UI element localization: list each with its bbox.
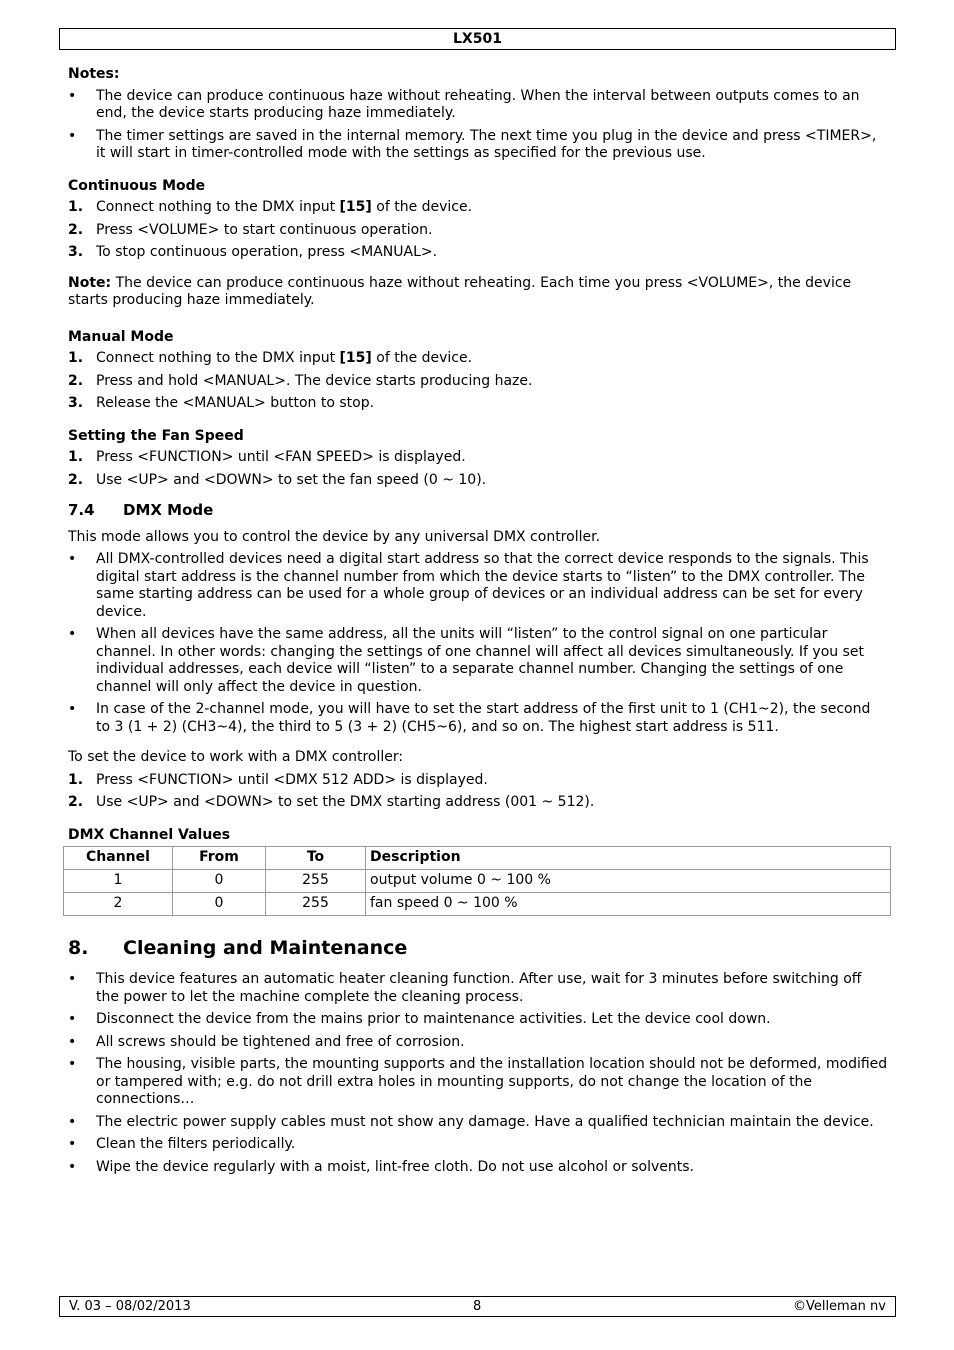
dmx-setup-intro: To set the device to work with a DMX controller: (68, 749, 404, 765)
dmx-channel-values-heading: DMX Channel Values (68, 826, 231, 843)
list-item: 1. Press <FUNCTION> until <DMX 512 ADD> is displayed. (68, 771, 488, 788)
list-item: 2. Use <UP> and <DOWN> to set the fan speed (0 ~ 10). (68, 471, 487, 488)
table-cell: 0 (173, 870, 266, 893)
page-number: 8 (473, 1299, 482, 1314)
list-item: • In case of the 2-channel mode, you will have to set the start address of the first unit to 1 (CH1~2), the second to 3 (1 + 2) (CH3~4), the third to 5 (3 + 2) (CH5~6), and so on. The highest start address is 511. (68, 701, 888, 736)
list-item: • All DMX-controlled devices need a digital start address so that the correct device responds to the signals. This digital start address is the channel number from which the device starts to “listen” to the DMX controller. The same starting address can be used for a whole group of devices or an individual address can be set for every device. (68, 551, 888, 621)
manual-steps (68, 350, 888, 413)
input-reference: [15] (339, 350, 372, 366)
list-item: • The timer settings are saved in the internal memory. The next time you plug in the device and press <TIMER>, it will start in timer-controlled mode with the settings as specified for the previous use. (68, 128, 888, 163)
fan-steps (68, 449, 888, 489)
list-item: • When all devices have the same address, all the units will “listen” to the control signal on one particular channel. In other words: changing the settings of one channel will affect all devices simultaneously. If you set individual addresses, each device will “listen” to a separate channel number. Changing the settings of one channel will only affect the device in question. (68, 626, 888, 696)
list-item: • Wipe the device regularly with a moist, lint-free cloth. Do not use alcohol or solvents. (68, 1159, 888, 1177)
table-cell: 0 (173, 893, 266, 916)
column-header: Channel (64, 847, 173, 870)
table-cell: 2 (64, 893, 173, 916)
dmx-channel-table (63, 846, 891, 916)
page-content (68, 66, 888, 1181)
list-item: 2. Use <UP> and <DOWN> to set the DMX starting address (001 ~ 512). (68, 794, 595, 810)
table-row (64, 870, 891, 893)
column-header: To (266, 847, 366, 870)
copyright-label: ©Velleman nv (792, 1299, 886, 1314)
list-item: 1. Connect nothing to the DMX input [15] of the device. (68, 199, 473, 215)
table-cell: 255 (266, 893, 366, 916)
list-item: • Disconnect the device from the mains prior to maintenance activities. Let the device cool down. (68, 1011, 888, 1029)
list-item: 3. To stop continuous operation, press <MANUAL>. (68, 244, 438, 260)
notes-list (68, 88, 888, 163)
list-item: • Clean the filters periodically. (68, 1136, 888, 1154)
fan-speed-heading: Setting the Fan Speed (68, 427, 244, 444)
input-reference: [15] (339, 199, 372, 215)
list-item: 1. Press <FUNCTION> until <FAN SPEED> is displayed. (68, 449, 466, 465)
table-cell: output volume 0 ~ 100 % (366, 870, 891, 893)
dmx-steps (68, 772, 888, 812)
manual-mode-heading: Manual Mode (68, 328, 174, 345)
table-cell: fan speed 0 ~ 100 % (366, 893, 891, 916)
page-footer (59, 1296, 896, 1317)
continuous-note: Note: The device can produce continuous haze without reheating. Each time you press <VOLUME>, the device starts producing haze immediately. (68, 274, 852, 308)
dmx-intro: This mode allows you to control the device by any universal DMX controller. (68, 528, 601, 545)
list-item: • This device features an automatic heater cleaning function. After use, wait for 3 minutes before switching off the power to let the machine complete the cleaning process. (68, 971, 888, 1006)
dmx-mode-heading: 7.4 DMX Mode (68, 501, 214, 519)
column-header: From (173, 847, 266, 870)
table-cell: 1 (64, 870, 173, 893)
dmx-bullets (68, 551, 888, 736)
continuous-steps (68, 199, 888, 262)
list-item: • The electric power supply cables must not show any damage. Have a qualified technician maintain the device. (68, 1114, 888, 1132)
version-label: V. 03 – 08/02/2013 (69, 1299, 191, 1314)
cleaning-list (68, 971, 888, 1176)
table-row (64, 893, 891, 916)
notes-heading: Notes: (68, 66, 120, 82)
list-item: 1. Connect nothing to the DMX input [15] of the device. (68, 350, 473, 366)
list-item: • The device can produce continuous haze without reheating. When the interval between outputs comes to an end, the device starts producing haze immediately. (68, 88, 888, 123)
column-header: Description (366, 847, 891, 870)
table-cell: 255 (266, 870, 366, 893)
table-header-row (64, 847, 891, 870)
page-header (59, 28, 896, 50)
list-item: • The housing, visible parts, the mounting supports and the installation location should not be deformed, modified or tampered with; e.g. do not drill extra holes in mounting supports, do not change the location of the connections… (68, 1056, 888, 1109)
continuous-mode-heading: Continuous Mode (68, 177, 206, 194)
model-name: LX501 (453, 31, 502, 47)
list-item: 2. Press and hold <MANUAL>. The device starts producing haze. (68, 372, 533, 389)
list-item: 3. Release the <MANUAL> button to stop. (68, 395, 375, 411)
list-item: • All screws should be tightened and free of corrosion. (68, 1034, 888, 1052)
list-item: 2. Press <VOLUME> to start continuous operation. (68, 221, 433, 238)
cleaning-heading: 8. Cleaning and Maintenance (68, 937, 408, 959)
